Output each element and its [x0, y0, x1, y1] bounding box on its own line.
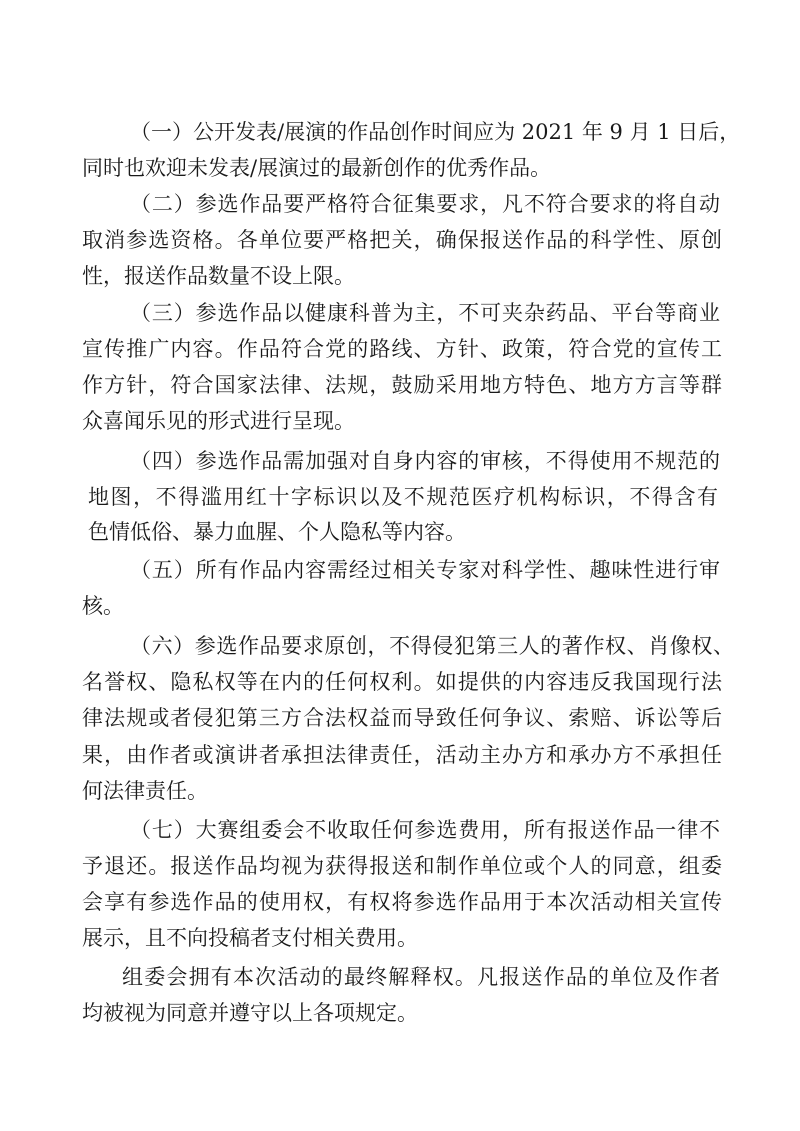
paragraph-2-line-2: 取消参选资格。各单位要严格把关，确保报送作品的科学性、原创 [82, 228, 722, 252]
paragraph-7-line-1: （七）大赛组委会不收取任何参选费用，所有报送作品一律不 [130, 818, 720, 842]
paragraph-1-line-2: 同时也欢迎未发表/展演过的最新创作的优秀作品。 [82, 156, 552, 180]
paragraph-4-line-2: 地图，不得滥用红十字标识以及不规范医疗机构标识，不得含有 [88, 485, 718, 509]
paragraph-3-line-1: （三）参选作品以健康科普为主，不可夹杂药品、平台等商业 [130, 301, 720, 325]
paragraph-4-line-3: 色情低俗、暴力血腥、个人隐私等内容。 [88, 520, 466, 544]
paragraph-6-line-3: 律法规或者侵犯第三方合法权益而导致任何争议、索赔、诉讼等后 [82, 706, 722, 730]
paragraph-8-line-2: 均被视为同意并遵守以上各项规定。 [82, 1001, 418, 1025]
paragraph-3-line-2: 宣传推广内容。作品符合党的路线、方针、政策，符合党的宣传工 [82, 337, 722, 361]
paragraph-8-line-1: 组委会拥有本次活动的最终解释权。凡报送作品的单位及作者 [122, 965, 720, 989]
paragraph-5-line-2: 核。 [82, 594, 124, 618]
paragraph-4-line-1: （四）参选作品需加强对自身内容的审核，不得使用不规范的 [130, 449, 720, 473]
paragraph-7-line-3: 会享有参选作品的使用权，有权将参选作品用于本次活动相关宣传 [82, 890, 722, 914]
paragraph-5-line-1: （五）所有作品内容需经过相关专家对科学性、趣味性进行审 [130, 558, 720, 582]
paragraph-1-line-1: （一）公开发表/展演的作品创作时间应为 2021 年 9 月 1 日后， [130, 120, 741, 144]
paragraph-6-line-1: （六）参选作品要求原创，不得侵犯第三人的著作权、肖像权、 [130, 634, 734, 658]
paragraph-7-line-4: 展示，且不向投稿者支付相关费用。 [82, 926, 418, 950]
paragraph-6-line-5: 何法律责任。 [82, 779, 208, 803]
paragraph-3-line-3: 作方针，符合国家法律、法规，鼓励采用地方特色、地方方言等群 [82, 373, 722, 397]
paragraph-3-line-4: 众喜闻乐见的形式进行呈现。 [82, 409, 355, 433]
paragraph-2-line-3: 性，报送作品数量不设上限。 [82, 264, 355, 288]
paragraph-7-line-2: 予退还。报送作品均视为获得报送和制作单位或个人的同意，组委 [82, 854, 722, 878]
paragraph-6-line-2: 名誉权、隐私权等在内的任何权利。如提供的内容违反我国现行法 [82, 670, 722, 694]
paragraph-6-line-4: 果，由作者或演讲者承担法律责任，活动主办方和承办方不承担任 [82, 743, 722, 767]
paragraph-2-line-1: （二）参选作品要严格符合征集要求，凡不符合要求的将自动 [130, 192, 720, 216]
